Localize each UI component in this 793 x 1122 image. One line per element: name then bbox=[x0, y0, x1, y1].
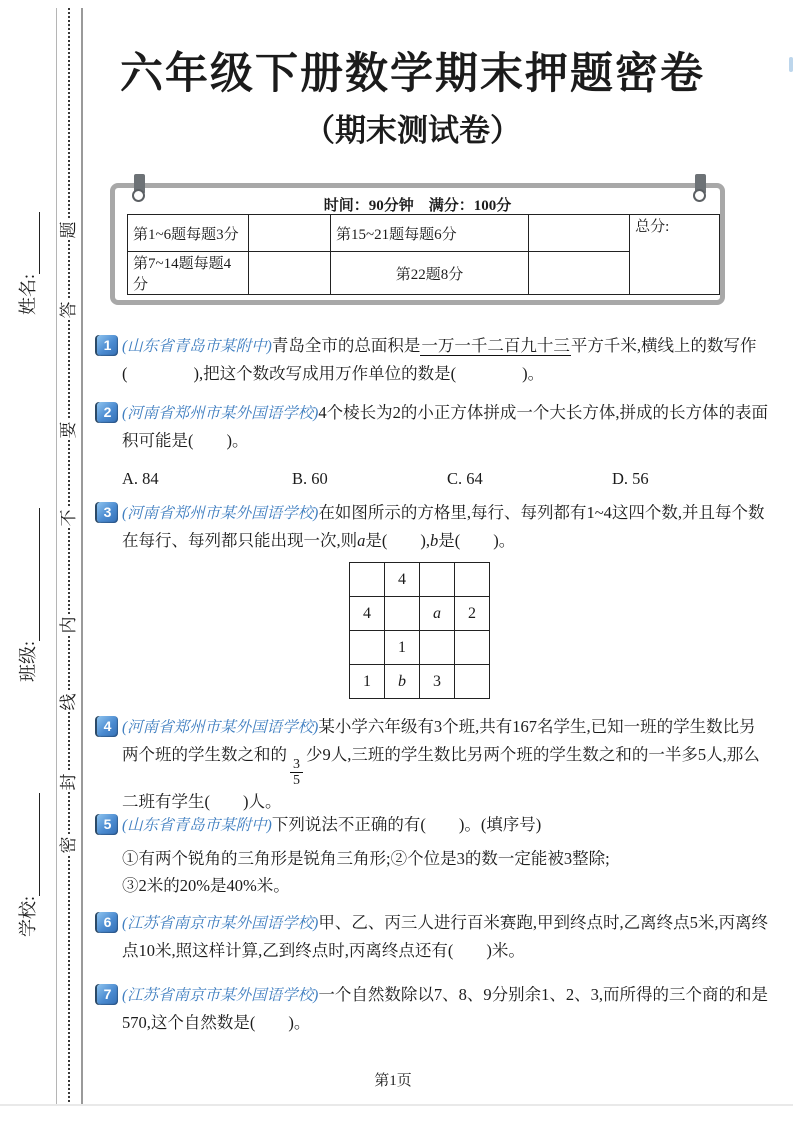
grid-cell-a: a bbox=[420, 597, 455, 631]
seal-char: 要 bbox=[59, 421, 78, 439]
question-text bbox=[122, 981, 772, 1036]
question-number-badge: 6 bbox=[97, 912, 118, 933]
underlined-number-text: 一万一千二百九十三 bbox=[421, 336, 570, 355]
question-3 bbox=[97, 499, 772, 699]
grid-cell bbox=[455, 665, 490, 699]
grid-row bbox=[350, 563, 490, 597]
score-cell-q15-21: 第15~21题每题6分 bbox=[330, 215, 528, 252]
option-c: C. 64 bbox=[447, 469, 483, 488]
score-cell-blank bbox=[528, 252, 629, 295]
seal-line-outer-rule bbox=[81, 8, 83, 1106]
question-2 bbox=[97, 399, 772, 492]
option-b: B. 60 bbox=[292, 469, 328, 488]
grid-cell bbox=[350, 631, 385, 665]
question-text-segment: 青岛全市的总面积是 bbox=[271, 336, 421, 355]
scan-edge-mark bbox=[789, 57, 793, 72]
grid-cell bbox=[455, 631, 490, 665]
fraction-numerator: 3 bbox=[290, 757, 303, 773]
question-text bbox=[122, 332, 772, 387]
question-text-segment: 是( )。 bbox=[438, 531, 516, 550]
fraction-denominator: 5 bbox=[293, 773, 300, 788]
grid-row bbox=[350, 665, 490, 699]
question-source: (河南省郑州市某外国语学校) bbox=[122, 719, 319, 736]
number-puzzle-grid bbox=[349, 562, 490, 699]
grid-cell: 1 bbox=[385, 631, 420, 665]
grid-row bbox=[350, 631, 490, 665]
page-subtitle: （期末测试卷） bbox=[304, 113, 521, 148]
class-label: 班级: bbox=[18, 640, 38, 682]
score-cell-q7-14: 第7~14题每题4分 bbox=[128, 252, 249, 295]
grid-cell bbox=[455, 563, 490, 597]
grid-row bbox=[350, 597, 490, 631]
seal-char: 不 bbox=[59, 509, 78, 527]
grid-cell bbox=[420, 563, 455, 597]
sub-item-3: ③2米的20%是40%米。 bbox=[122, 876, 290, 895]
question-text-segment: 甲、乙、丙三人进行百米赛跑,甲到终点时,乙离终点5米,丙离终点10米,照这样计算,乙到终点时,丙离终点还有( )米。 bbox=[122, 913, 768, 960]
exam-time-score-header: 时间：90分钟 满分：100分 bbox=[323, 198, 512, 214]
seal-line-inner-rule bbox=[56, 8, 57, 1106]
question-text-segment: 下列说法不正确的有( )。(填序号) bbox=[271, 815, 542, 834]
choice-options-row bbox=[122, 465, 772, 492]
question-text bbox=[122, 399, 772, 492]
question-4 bbox=[97, 713, 772, 815]
pin-icon bbox=[695, 174, 706, 194]
grid-cell-b: b bbox=[385, 665, 420, 699]
page-number: 第1页 bbox=[374, 1073, 412, 1089]
option-d: D. 56 bbox=[612, 469, 649, 488]
question-number-badge: 5 bbox=[97, 814, 118, 835]
grid-cell: 1 bbox=[350, 665, 385, 699]
question-text bbox=[122, 713, 772, 815]
question-source: (河南省郑州市某外国语学校) bbox=[122, 505, 319, 522]
question-source: (山东省青岛市某附中) bbox=[122, 338, 272, 355]
question-5 bbox=[97, 811, 772, 899]
score-board-frame bbox=[110, 183, 725, 305]
name-field bbox=[16, 212, 40, 315]
class-field bbox=[16, 508, 40, 682]
grid-cell: 4 bbox=[350, 597, 385, 631]
score-table bbox=[127, 214, 720, 295]
option-a: A. 84 bbox=[122, 469, 159, 488]
question-1 bbox=[97, 332, 772, 387]
school-field bbox=[16, 793, 40, 937]
question-source: (山东省青岛市某附中) bbox=[122, 817, 272, 834]
school-label: 学校: bbox=[18, 895, 38, 937]
seal-char: 封 bbox=[59, 773, 78, 791]
seal-dotted-line bbox=[68, 8, 70, 1106]
question-number-badge: 1 bbox=[97, 335, 118, 356]
table-row bbox=[128, 215, 720, 252]
score-cell-blank bbox=[249, 252, 331, 295]
question-text-segment: 某小学六年级有3个班,共有167名学生,已知一班的学生数比另两个班的学生数之和的 bbox=[122, 717, 756, 764]
question-text-segment: 少9人,三班的学生数比另两个班的学生数之和的一半多5人,那么二班有学生( )人。 bbox=[122, 745, 760, 811]
seal-char: 内 bbox=[59, 616, 78, 634]
question-number-badge: 4 bbox=[97, 716, 118, 737]
question-text-segment: 4个棱长为2的小正方体拼成一个大长方体,拼成的长方体的表面积可能是( )。 bbox=[122, 403, 768, 450]
question-text-segment: 平方千米,横线上的数写作( ),把这个数改写成用万作单位的数是( )。 bbox=[122, 336, 757, 383]
question-7 bbox=[97, 981, 772, 1036]
question-text bbox=[122, 811, 772, 899]
score-cell-q1-6: 第1~6题每题3分 bbox=[128, 215, 249, 252]
question-text-segment: 一个自然数除以7、8、9分别余1、2、3,而所得的三个商的和是570,这个自然数是( )。 bbox=[122, 985, 768, 1032]
seal-char: 线 bbox=[59, 693, 78, 711]
name-label: 姓名: bbox=[18, 273, 38, 315]
grid-cell: 2 bbox=[455, 597, 490, 631]
question-source: (江苏省南京市某外国语学校) bbox=[122, 987, 319, 1004]
question-number-badge: 7 bbox=[97, 984, 118, 1005]
grid-cell bbox=[350, 563, 385, 597]
fraction-three-fifths bbox=[290, 757, 303, 788]
variable-b: b bbox=[430, 531, 439, 550]
question-text-segment: 在如图所示的方格里,每行、每列都有1~4这四个数,并且每个数在每行、每列都只能出现一次,则 bbox=[122, 503, 765, 550]
school-blank-line bbox=[23, 793, 40, 896]
seal-char: 题 bbox=[59, 221, 78, 239]
score-cell-total: 总分: bbox=[630, 215, 720, 295]
variable-a: a bbox=[357, 531, 366, 550]
page-title: 六年级下册数学期末押题密卷 bbox=[120, 50, 705, 98]
score-cell-blank bbox=[249, 215, 331, 252]
grid-cell bbox=[420, 631, 455, 665]
class-blank-line bbox=[23, 508, 40, 641]
question-text bbox=[122, 909, 772, 964]
seal-char: 密 bbox=[59, 836, 78, 854]
question-number-badge: 3 bbox=[97, 502, 118, 523]
question-6 bbox=[97, 909, 772, 964]
score-cell-q22: 第22题8分 bbox=[330, 252, 528, 295]
question-text bbox=[122, 499, 772, 699]
page-bottom-rule bbox=[0, 1104, 793, 1106]
question-number-badge: 2 bbox=[97, 402, 118, 423]
name-blank-line bbox=[23, 212, 40, 274]
grid-cell: 4 bbox=[385, 563, 420, 597]
seal-char: 答 bbox=[59, 301, 78, 319]
pin-icon bbox=[134, 174, 145, 194]
grid-cell: 3 bbox=[420, 665, 455, 699]
grid-cell bbox=[385, 597, 420, 631]
question-source: (江苏省南京市某外国语学校) bbox=[122, 915, 319, 932]
sub-item-1-2: ①有两个锐角的三角形是锐角三角形;②个位是3的数一定能被3整除; bbox=[122, 849, 610, 868]
question-text-segment: 是( ), bbox=[365, 531, 430, 550]
question-source: (河南省郑州市某外国语学校) bbox=[122, 405, 319, 422]
score-cell-blank bbox=[528, 215, 629, 252]
